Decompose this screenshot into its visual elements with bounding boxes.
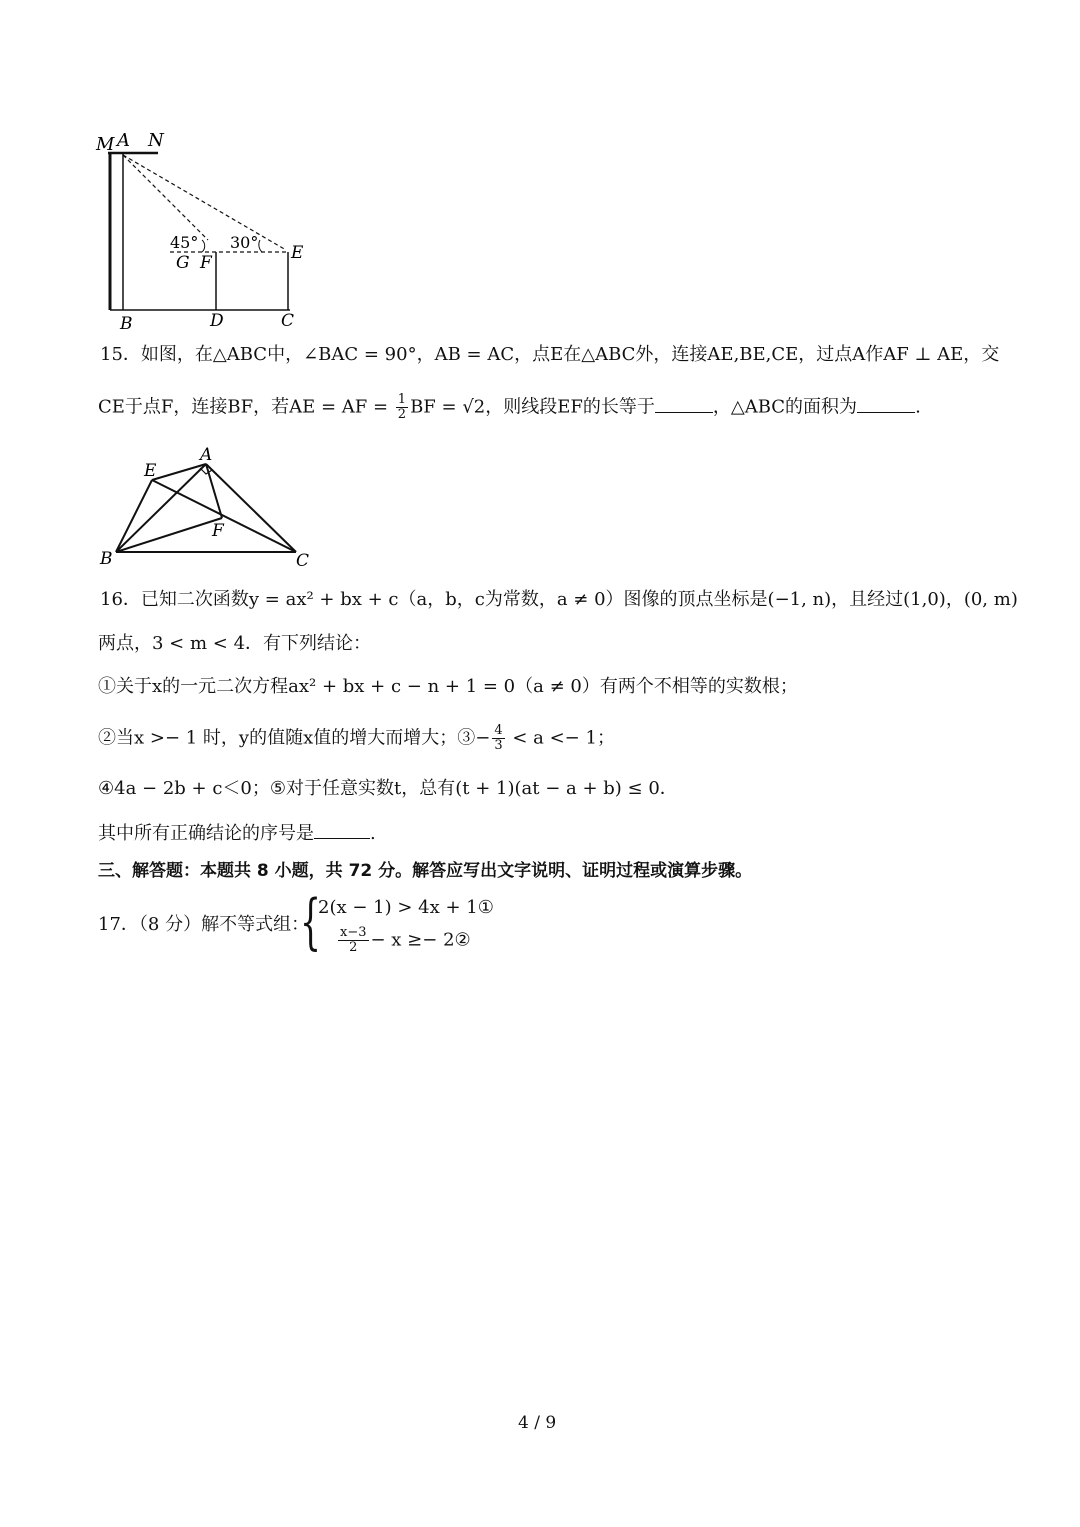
q15-line1: 15．如图，在△ABC中，∠BAC = 90°，AB = AC，点E在△ABC外，连接AE,BE,CE，过点A作AF ⊥ AE，交: [100, 344, 1000, 365]
angle-45-label: 45°: [170, 233, 199, 252]
figure-building-angles: [90, 128, 330, 338]
q16-line1: 16．已知二次函数y = ax² + bx + c（a，b，c为常数，a ≠ 0）图像的顶点坐标是(−1, n)，且经过(1,0)，(0, m): [100, 589, 1018, 610]
q17-eq1: 2(x − 1) > 4x + 1①: [318, 897, 494, 918]
answer-blank-area[interactable]: [857, 394, 915, 413]
answer-blank-q16[interactable]: [314, 820, 370, 839]
section-heading: 三、解答题：本题共 8 小题，共 72 分。解答应写出文字说明、证明过程或演算步骤。: [98, 861, 753, 881]
q15-fraction: $\frac{1}{2}$: [397, 392, 407, 422]
q15-line2-a: CE于点F，连接BF，若AE = AF =: [98, 396, 394, 418]
label-A: A: [117, 130, 130, 151]
label-D: D: [210, 311, 224, 331]
tri-label-F: F: [212, 521, 224, 541]
tri-label-A: A: [200, 445, 213, 465]
tri-label-C: C: [296, 551, 310, 571]
angle-30-label: 30°: [230, 233, 259, 252]
figure-triangle-abc: [96, 442, 326, 572]
answer-blank-ef[interactable]: [655, 394, 713, 413]
q16-fraction: $\frac{4}{3}$: [494, 723, 503, 753]
q15-line2: CE于点F，连接BF，若AE = AF = $\frac{1}{2}$ BF = √2，则线段EF的长等于 ，△ABC的面积为 .: [98, 392, 921, 422]
label-M: M: [96, 134, 115, 155]
q16-line6: 其中所有正确结论的序号是 .: [98, 820, 376, 846]
q15-line2-b: BF = √2，则线段EF的长等于: [410, 396, 655, 418]
q15-line2-c: ，△ABC的面积为: [712, 396, 858, 418]
tri-label-E: E: [144, 461, 157, 481]
label-G: G: [176, 253, 190, 273]
tri-label-B: B: [100, 549, 113, 569]
q16-line3: ①关于x的一元二次方程ax² + bx + c − n + 1 = 0（a ≠ 0）有两个不相等的实数根；: [98, 676, 798, 697]
label-N: N: [148, 130, 164, 151]
q16-line4: ②当x >− 1 时，y的值随x值的增大而增大；③− $\frac{4}{3}$ < a <− 1；: [98, 723, 615, 753]
q16-line5: ④4a − 2b + c＜0；⑤对于任意实数t，总有(t + 1)(at − a + b) ≤ 0．: [98, 778, 678, 799]
label-F: F: [200, 253, 212, 273]
label-C: C: [281, 311, 295, 331]
q16-line2: 两点，3 < m < 4．有下列结论：: [98, 633, 372, 654]
page-number: 4 / 9: [518, 1413, 557, 1433]
label-B: B: [120, 314, 133, 334]
system-brace: {: [300, 887, 322, 957]
q17-fraction: $\frac{x-3}{2}$: [340, 925, 367, 955]
q17-eq2: $\frac{x-3}{2}$ − x ≥− 2②: [340, 925, 471, 955]
q17-label: 17．（8 分）解不等式组：: [98, 914, 310, 935]
label-E: E: [291, 243, 304, 263]
